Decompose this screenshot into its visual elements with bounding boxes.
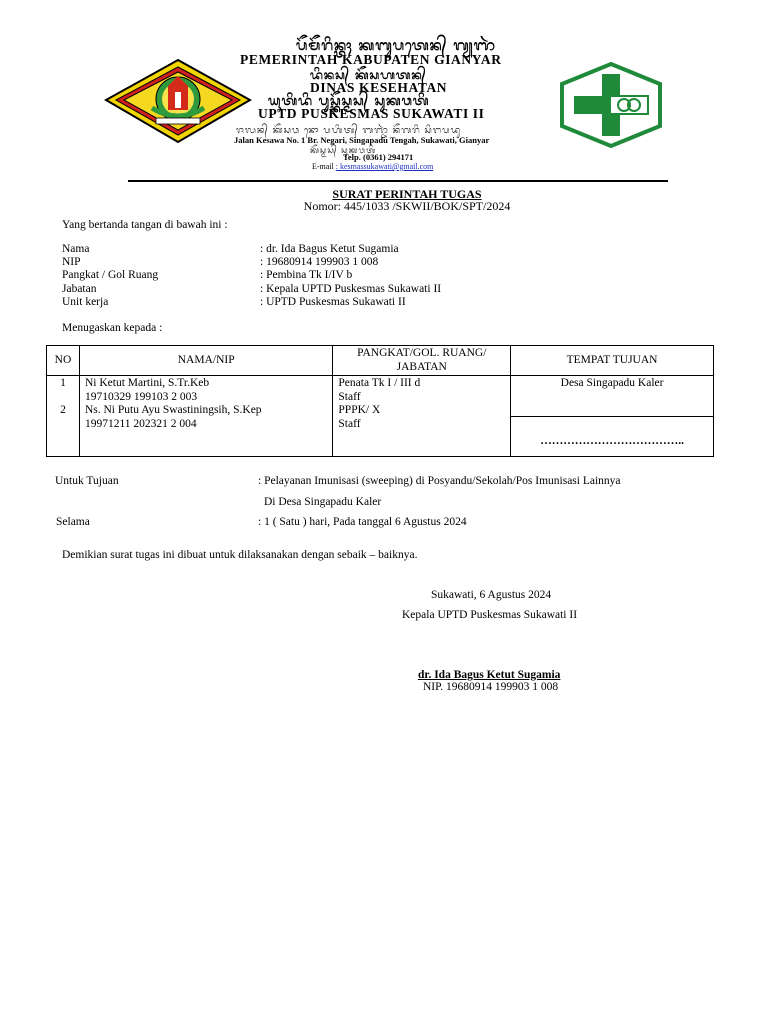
sign-position: Kepala UPTD Puskesmas Sukawati II: [402, 609, 578, 621]
department-name: DINAS KESEHATAN: [310, 80, 448, 95]
balinese-script-line-1: ᬧᭂᬫᭂᬭᬶᬦ᭄ᬢᬄ ᬓᬩᬸᬧᬢᬾᬦ᭄ ᬕ᭄ᬬᬜᬃ: [296, 38, 496, 54]
header-rank-line2: JABATAN: [396, 360, 447, 373]
balinese-script-line-2: ᬤᬶᬦᬲ᭄ ᬓᭂᬲᬳᬢᬦ᭄: [310, 68, 427, 82]
row-1-name: Ni Ketut Martini, S.Tr.Keb: [84, 377, 210, 389]
purpose-value-2: Di Desa Singapadu Kaler: [264, 496, 382, 508]
puskesmas-green-cross-logo-icon: [558, 62, 664, 148]
signer-label-nip: NIP: [62, 256, 81, 268]
closing-text: Demikian surat tugas ini dibuat untuk dilaksanakan dengan sebaik – baiknya.: [62, 549, 418, 561]
row-2-name: Ns. Ni Putu Ayu Swastiningsih, S.Kep: [84, 404, 262, 416]
sign-name: dr. Ida Bagus Ketut Sugamia: [418, 669, 561, 681]
row-2-no: 2: [60, 403, 66, 416]
cell-rank: [333, 376, 511, 457]
header-divider: [128, 180, 668, 182]
government-name: PEMERINTAH KABUPATEN GIANYAR: [240, 52, 502, 67]
header-name: NAMA/NIP: [79, 346, 332, 376]
sign-place-date: Sukawati, 6 Agustus 2024: [431, 589, 552, 601]
signer-value-nip: : 19680914 199903 1 008: [260, 256, 379, 268]
purpose-value: : Pelayanan Imunisasi (sweeping) di Posyandu/Sekolah/Pos Imunisasi Lainnya: [258, 475, 621, 487]
signer-label-unit: Unit kerja: [62, 296, 109, 308]
row-1-position: Staff: [338, 390, 361, 403]
assign-intro: Menugaskan kepada :: [62, 322, 163, 334]
signer-value-unit: : UPTD Puskesmas Sukawati II: [260, 296, 406, 308]
header-no: NO: [47, 346, 80, 376]
duration-label: Selama: [56, 516, 90, 528]
row-1-no: 1: [60, 377, 66, 389]
cell-destination: Desa Singapadu Kaler: [511, 376, 714, 417]
header-destination: TEMPAT TUJUAN: [511, 346, 714, 376]
signer-value-name: : dr. Ida Bagus Ketut Sugamia: [260, 243, 399, 255]
purpose-label: Untuk Tujuan: [55, 475, 119, 487]
unit-name: UPTD PUSKESMAS SUKAWATI II: [258, 106, 485, 121]
signer-label-rank: Pangkat / Gol Ruang: [62, 269, 159, 281]
cell-no: [47, 376, 80, 457]
gianyar-regency-seal-icon: [104, 58, 252, 144]
header-rank: [333, 346, 511, 376]
row-2-rank: PPPK/ X: [338, 404, 381, 416]
signer-value-rank: : Pembina Tk I/IV b: [260, 269, 353, 281]
email-link[interactable]: : kesmassukawati@gmail.com: [335, 162, 434, 171]
row-2-nip: 19971211 202321 2 004: [84, 417, 197, 430]
intro-text: Yang bertanda tangan di bawah ini :: [62, 219, 228, 231]
email-label: E-mail: [312, 162, 334, 171]
table-row: [47, 376, 714, 417]
letter-title: SURAT PERINTAH TUGAS: [332, 187, 482, 201]
letter-number: Nomor: 445/1033 /SKWII/BOK/SPT/2024: [303, 199, 511, 213]
assignee-table: [46, 345, 714, 457]
duration-value: : 1 ( Satu ) hari, Pada tanggal 6 Agustus 2024: [258, 516, 467, 528]
row-1-rank: Penata Tk I / III d: [338, 377, 421, 389]
phone: Telp. (0361) 294171: [343, 152, 414, 162]
signer-value-position: : Kepala UPTD Puskesmas Sukawati II: [260, 283, 442, 295]
address: Jalan Kesawa No. 1 Br. Negari, Singapadu Tengah, Sukawati, Gianyar: [234, 135, 490, 145]
header-rank-line1: PANGKAT/GOL. RUANG/: [357, 347, 487, 359]
balinese-script-line-3: ᬬᬹᬢᬶᬤᬶ ᬧᬸᬲ᭄ᬓᭂᬲ᭄ᬫᬲ᭄ ᬲᬸᬓᬯᬢᬶ: [268, 94, 430, 109]
cell-destination-blank: ………………………………..: [511, 417, 714, 457]
balinese-script-line-5: ᬓᭂᬲ᭄ᬫᬲ᭄ ᬲᬸᬓᬯᬢᬶ: [310, 146, 377, 155]
row-1-nip: 19710329 199103 2 003: [84, 390, 198, 403]
row-2-position: Staff: [338, 417, 361, 430]
sign-nip: NIP. 19680914 199903 1 008: [423, 681, 559, 693]
balinese-script-line-4: ᬚᬮᬦ᭄ ᬓᭂᬲᬯ ᬦᭀ ᬧᬳᬶᬢ᭄ ᬩᬜ᭄ᬚᬃ ᬦᭂᬕᬭᬶ ᬲᬶᬗᬧᬤᬸ: [236, 126, 462, 136]
table-header-row: [47, 346, 714, 376]
signer-label-position: Jabatan: [62, 283, 97, 295]
signer-label-name: Nama: [62, 243, 90, 255]
cell-name-nip: [79, 376, 332, 457]
email-line: [312, 162, 433, 171]
